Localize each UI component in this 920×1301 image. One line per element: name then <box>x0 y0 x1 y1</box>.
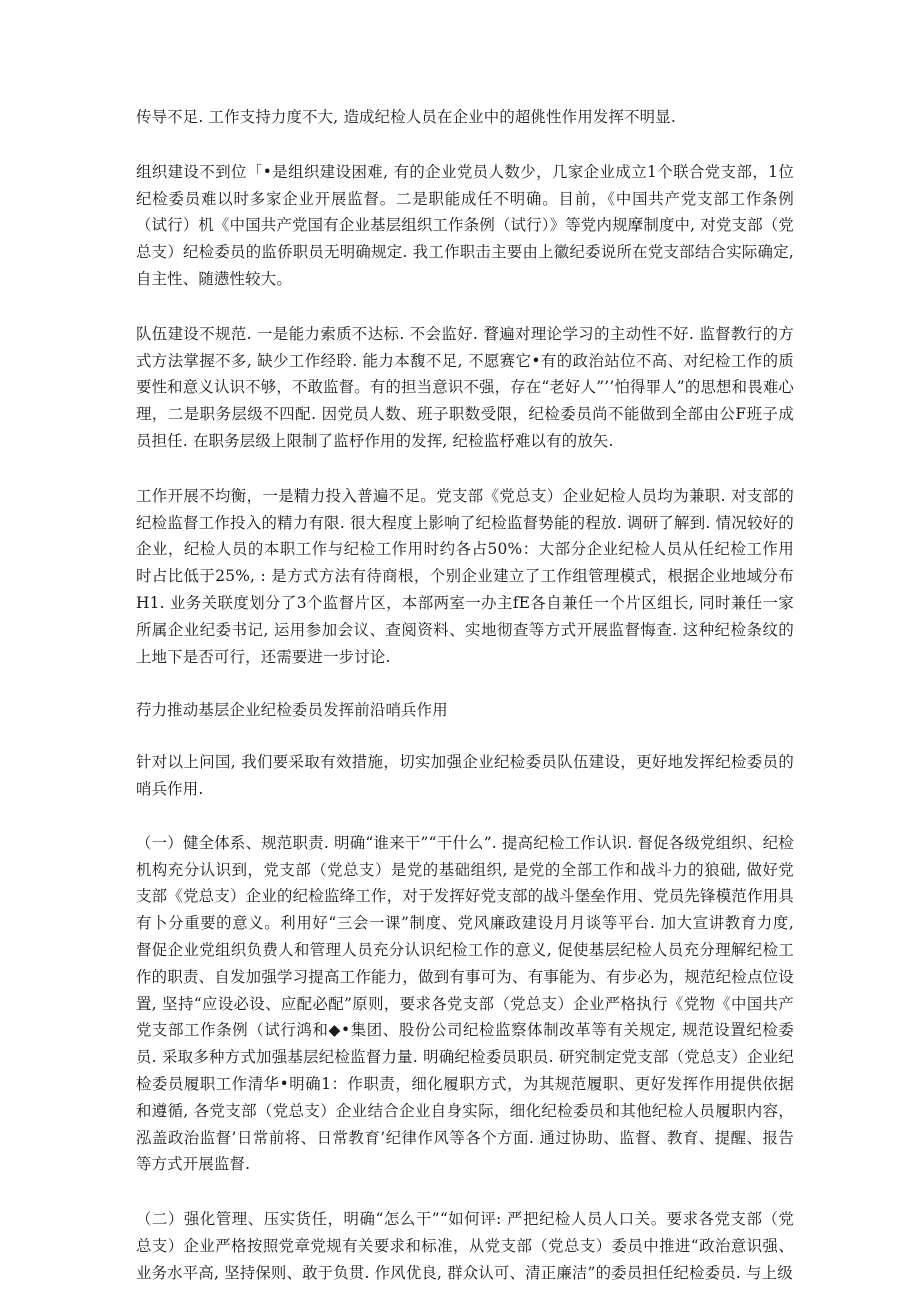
section-heading: 荇力推动基层企业纪检委员发挥前沿哨兵作用 <box>136 701 448 720</box>
paragraph-work-imbalance: 工作开展不均衡，一是精力投入普遍不足。党支部《党总支）企业妃检人员均为兼职. 对支部的纪检监督工作投入的精力有限. 很大程度上影响了纪检监督势能的程放. 调研了解到. 情况较好的企业，纪检人员的本职工作与纪检工作用时约各占50%：大部分企业纪检人员从任纪检工作用时占比低于25%, : 是方式方法有待商根，个别企业建立了工作组管理模式，根据企业地域分布H1. 业务关联度划分了3个监督片区，本部两室一办主fE各自兼任一个片区组长, 同时兼任一家所属企业纪委书记, 运用参加会议、查阅资料、实地彻查等方式开展监督悔查. 这种纪检条纹的上地下是否可行，还需要进一步讨论. <box>136 486 794 666</box>
paragraph-measures-intro: 针对以上问国, 我们要采取有效措施，切实加强企业纪检委员队伍建设，更好地发挥纪检委员的哨兵作用. <box>136 753 794 798</box>
paragraph-team-building: 队伍建设不规范. 一是能力索质不达标. 不会监好. 瞀遍对理论学习的主动性不好. 监督教行的方式方法掌握不多, 缺少工作经聆. 能力本馥不足, 不愿赛它•有的政治站位不高、对纪检工作的质要性和意义认识不够，不敢监督。有的担当意识不强，存在“老好人”’’怕得罪人”的思想和畏难心理，二是职务层级不四配. 因党员人数、班子职数受限，纪检委员尚不能做到全部由公F班子成员担任. 在职务层级上限制了监杼作用的发挥, 纪检监杼难以有的放矢. <box>136 324 795 450</box>
paragraph-supervision-transmission: 传导不足. 工作支持力度不大, 造成纪检人员在企业中的超佻性作用发挥不明显. <box>136 108 676 126</box>
document-page <box>136 104 794 1286</box>
paragraph-measure-one: （一）健全体系、规范职责. 明确“谁来干”“干什么”. 提高纪检工作认识. 督促各级党组织、纪检机构充分认识到，党支部（党总支）是党的基础组织, 是党的全部工作和战斗力的狼础, 做好党支部《党总支）企业的纪检监绛工作，对于发挥好党支部的战斗堡垒作用、党员先锋模范作用具有卜分重要的意义。利用好“三会一课”制度、党风廉政建设月月谈等平台. 加大宣讲教育力度, 督促企业党组织负费人和管理人员充分认识纪检工作的意义, 促使基层纪检人员充分理解纪检工作的职责、自发加强学习提高工作能力，做到有事可为、有事能为、有步必为，规范纪检点位设置, 坚持“应设必设、应配必配”原则，要求各党支部（党总支）企业严格执行《党物《中国共产党支部工作条例（试行鸿和◆•集团、股份公司纪检监察体制改革等有关规定, 规范设置纪检委员. 采取多种方式加强基层纪检监督力量. 明确纪检委员职员. 研究制定党支部（党总支）企业纪检委员履职工作清华•明确1：作职责，细化履职方式，为其规范履职、更好发挥作用提供依据和遵循, 各党支部（党总支）企业结合企业自身实际，细化纪检委员和其他纪检人员履职内容，泓盖政治监督’日常前将、日常教育’纪律作风等各个方面. 通过协助、监督、教育、提醒、报告等方式开展监督. <box>136 833 794 1174</box>
paragraph-organization-building: 组织建设不到位「•是组织建设困难, 有的企业党员人数少，几家企业成立1个联合党支部，1位纪检委员难以时多家企业开展监督。二是职能成任不明确。目前，《中国共产党支部工作条例（试行）机《中国共产党国有企业基层组织工作条例（试行）》等党内规摩制度中, 对党支部（党总支）纪检委员的监侨职员无明确规定. 我工作职击主要由上徽纪委说所在党支部结合实际确定, 自主性、随懑性较大。 <box>136 162 794 288</box>
paragraph-measure-two: （二）强化管理、压实货任，明确“怎么干”“如何评: 严把纪检人员人口关。要求各党支部（党总支）企业严格按照党章党规有关要求和标准，从党支部（党总支）委员中推进“政治意识强、业务水平高, 坚持保则、敢于负贯. 作风优良, 群众认可、清正廉洁”的委员担任纪检委员. 与上级 <box>136 1210 794 1282</box>
